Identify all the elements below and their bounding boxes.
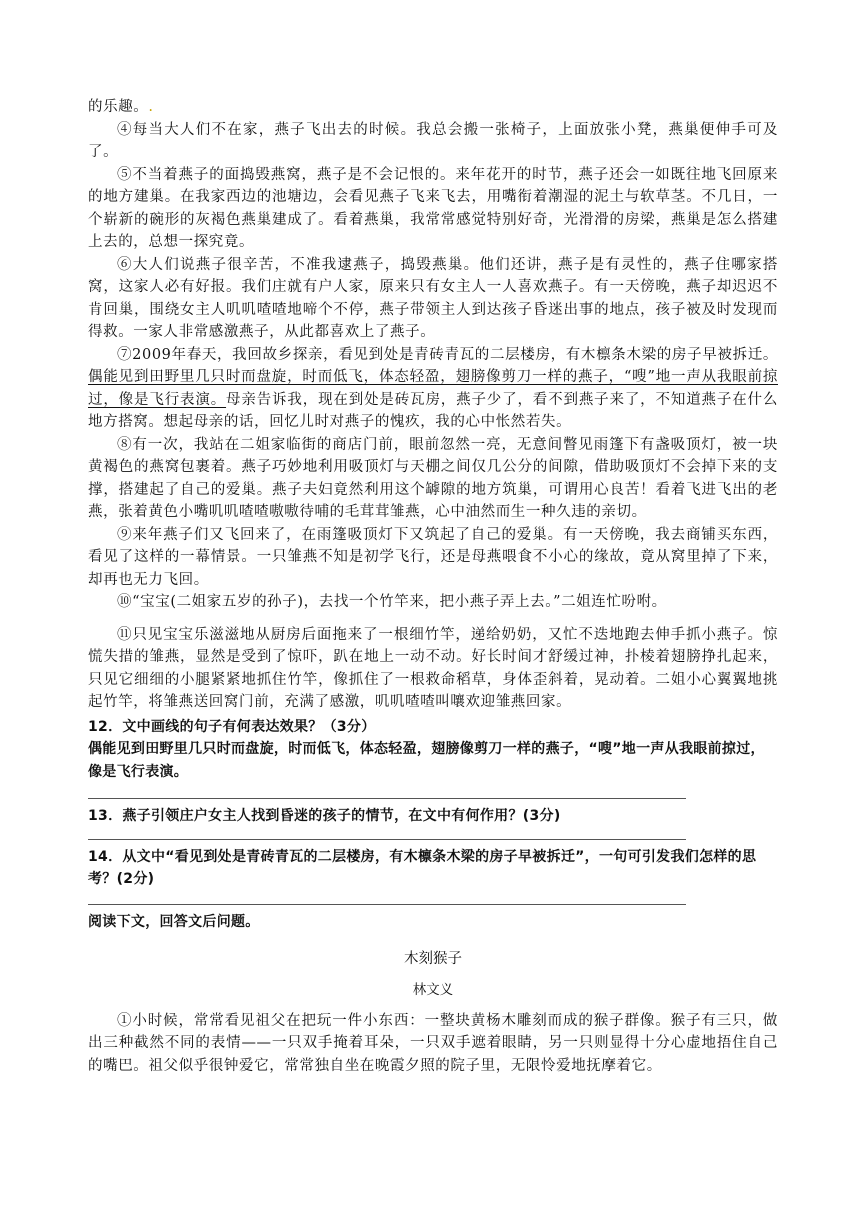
paragraph-7-start: ⑦2009年春天，我回故乡探亲，看见到处是青砖青瓦的二层楼房，有木檩条木梁的房子早被拆迁。 bbox=[117, 346, 778, 363]
paragraph-11: ⑪只见宝宝乐滋滋地从厨房后面拖来了一根细竹竿，递给奶奶，又忙不迭地跑去伸手抓小燕子。惊慌失措的雏燕，显然是受到了惊吓，趴在地上一动不动。好长时间才舒缓过神，扑棱着翅膀挣扎起来，只见它细细的小腿紧紧地抓住竹竿，像抓住了一根救命稻草，身体歪斜着，晃动着。二姐小心翼翼地挑起竹竿，将雏燕送回窝门前，充满了感激，叽叽喳喳叫嚷欢迎雏燕回家。 bbox=[88, 626, 778, 710]
question-12: 12．文中画线的句子有何表达效果？（3分） bbox=[88, 718, 376, 735]
answer-line-13[interactable] bbox=[88, 835, 686, 840]
paragraph-10: ⑩“宝宝(二姐家五岁的孙子)，去找一个竹竿来，把小燕子弄上去。”二姐连忙吩咐。 bbox=[117, 594, 667, 610]
highlight-mark: . bbox=[148, 99, 154, 115]
document-page bbox=[88, 96, 778, 1077]
answer-line-14[interactable] bbox=[88, 900, 686, 905]
article-paragraph-1: ①小时候，常常看见祖父在把玩一件小东西：一整块黄杨木雕刻而成的猴子群像。猴子有三只，做出三种截然不同的表情——一只双手掩着耳朵，一只双手遮着眼睛，另一只则显得十分心虚地捂住自己的嘴巴。祖父似乎很钟爱它，常常独自坐在晚霞夕照的院子里，无限怜爱地抚摩着它。 bbox=[88, 1012, 778, 1074]
question-12-quote: 偶能见到田野里几只时而盘旋，时而低飞，体态轻盈，翅膀像剪刀一样的燕子，“嗖”地一声从我眼前掠过，像是飞行表演。 bbox=[88, 740, 765, 780]
intro-text: 的乐趣。 bbox=[88, 99, 149, 115]
article-title: 木刻猴子 bbox=[404, 950, 462, 967]
paragraph-7 bbox=[88, 344, 778, 434]
paragraph-6: ⑥大人们说燕子很辛苦，不准我逮燕子，捣毁燕巢。他们还讲，燕子是有灵性的，燕子住哪家搭窝，这家人必有好报。我们庄就有户人家，原来只有女主人一人喜欢燕子。有一天傍晚，燕子却迟迟不肯回巢，围绕女主人叽叽喳喳地啼个不停，燕子带领主人到达孩子昏迷出事的地点，孩子被及时发现而得救。一家人非常感激燕子，从此都喜欢上了燕子。 bbox=[88, 256, 778, 340]
paragraph-4: ④每当大人们不在家，燕子飞出去的时候。我总会搬一张椅子，上面放张小凳，燕巢便伸手可及了。 bbox=[88, 121, 778, 160]
paragraph-9: ⑨来年燕子们又飞回来了，在雨篷吸顶灯下又筑起了自己的爱巢。有一天傍晚，我去商铺买东西，看见了这样的一幕情景。一只雏燕不知是初学飞行，还是母燕喂食不小心的缘故，竟从窝里掉了下来，却再也无力飞回。 bbox=[88, 526, 778, 588]
paragraph-7-end: 母亲告诉我，现在到处是砖瓦房，燕子少了，看不到燕子来了，不知道燕子在什么地方搭窝。想起母亲的话，回忆儿时对燕子的愧疚，我的心中怅然若失。 bbox=[88, 391, 778, 430]
answer-line-12[interactable] bbox=[88, 794, 686, 799]
paragraph-8: ⑧有一次，我站在二姐家临街的商店门前，眼前忽然一亮，无意间瞥见雨篷下有盏吸顶灯，被一块黄褐色的燕窝包裹着。燕子巧妙地利用吸顶灯与天棚之间仅几公分的间隙，借助吸顶灯不会掉下来的支撑，搭建起了自己的爱巢。燕子夫妇竟然利用这个罅隙的地方筑巢，可谓用心良苦！看着飞进飞出的老燕，张着黄色小嘴叽叽喳喳嗷嗷待哺的毛茸茸雏燕，心中油然而生一种久违的亲切。 bbox=[88, 436, 778, 520]
paragraph-intro bbox=[88, 96, 778, 119]
paragraph-5: ⑤不当着燕子的面捣毁燕窝，燕子是不会记恨的。来年花开的时节，燕子还会一如既往地飞回原来的地方建巢。在我家西边的池塘边，会看见燕子飞来飞去，用嘴衔着潮湿的泥土与软草茎。不几日，一个崭新的碗形的灰褐色燕巢建成了。看着燕巢，我常常感觉特别好奇，光滑滑的房梁，燕巢是怎么搭建上去的，总想一探究竟。 bbox=[88, 166, 778, 250]
article-author: 林文义 bbox=[412, 981, 454, 998]
underlined-sentence: 偶能见到田野里几只时而盘旋，时而低飞，体态轻盈，翅膀像剪刀一样的燕子，“嗖”地一声从我眼前掠过，像是飞行表演。 bbox=[88, 369, 778, 408]
question-13: 13．燕子引领庄户女主人找到昏迷的孩子的情节，在文中有何作用？(3分) bbox=[88, 807, 561, 824]
section-instruction: 阅读下文，回答文后问题。 bbox=[88, 913, 260, 930]
question-14: 14．从文中“看见到处是青砖青瓦的二层楼房，有木檩条木梁的房子早被拆迁”，一句可引发我们怎样的思考？(2分) bbox=[88, 848, 757, 887]
